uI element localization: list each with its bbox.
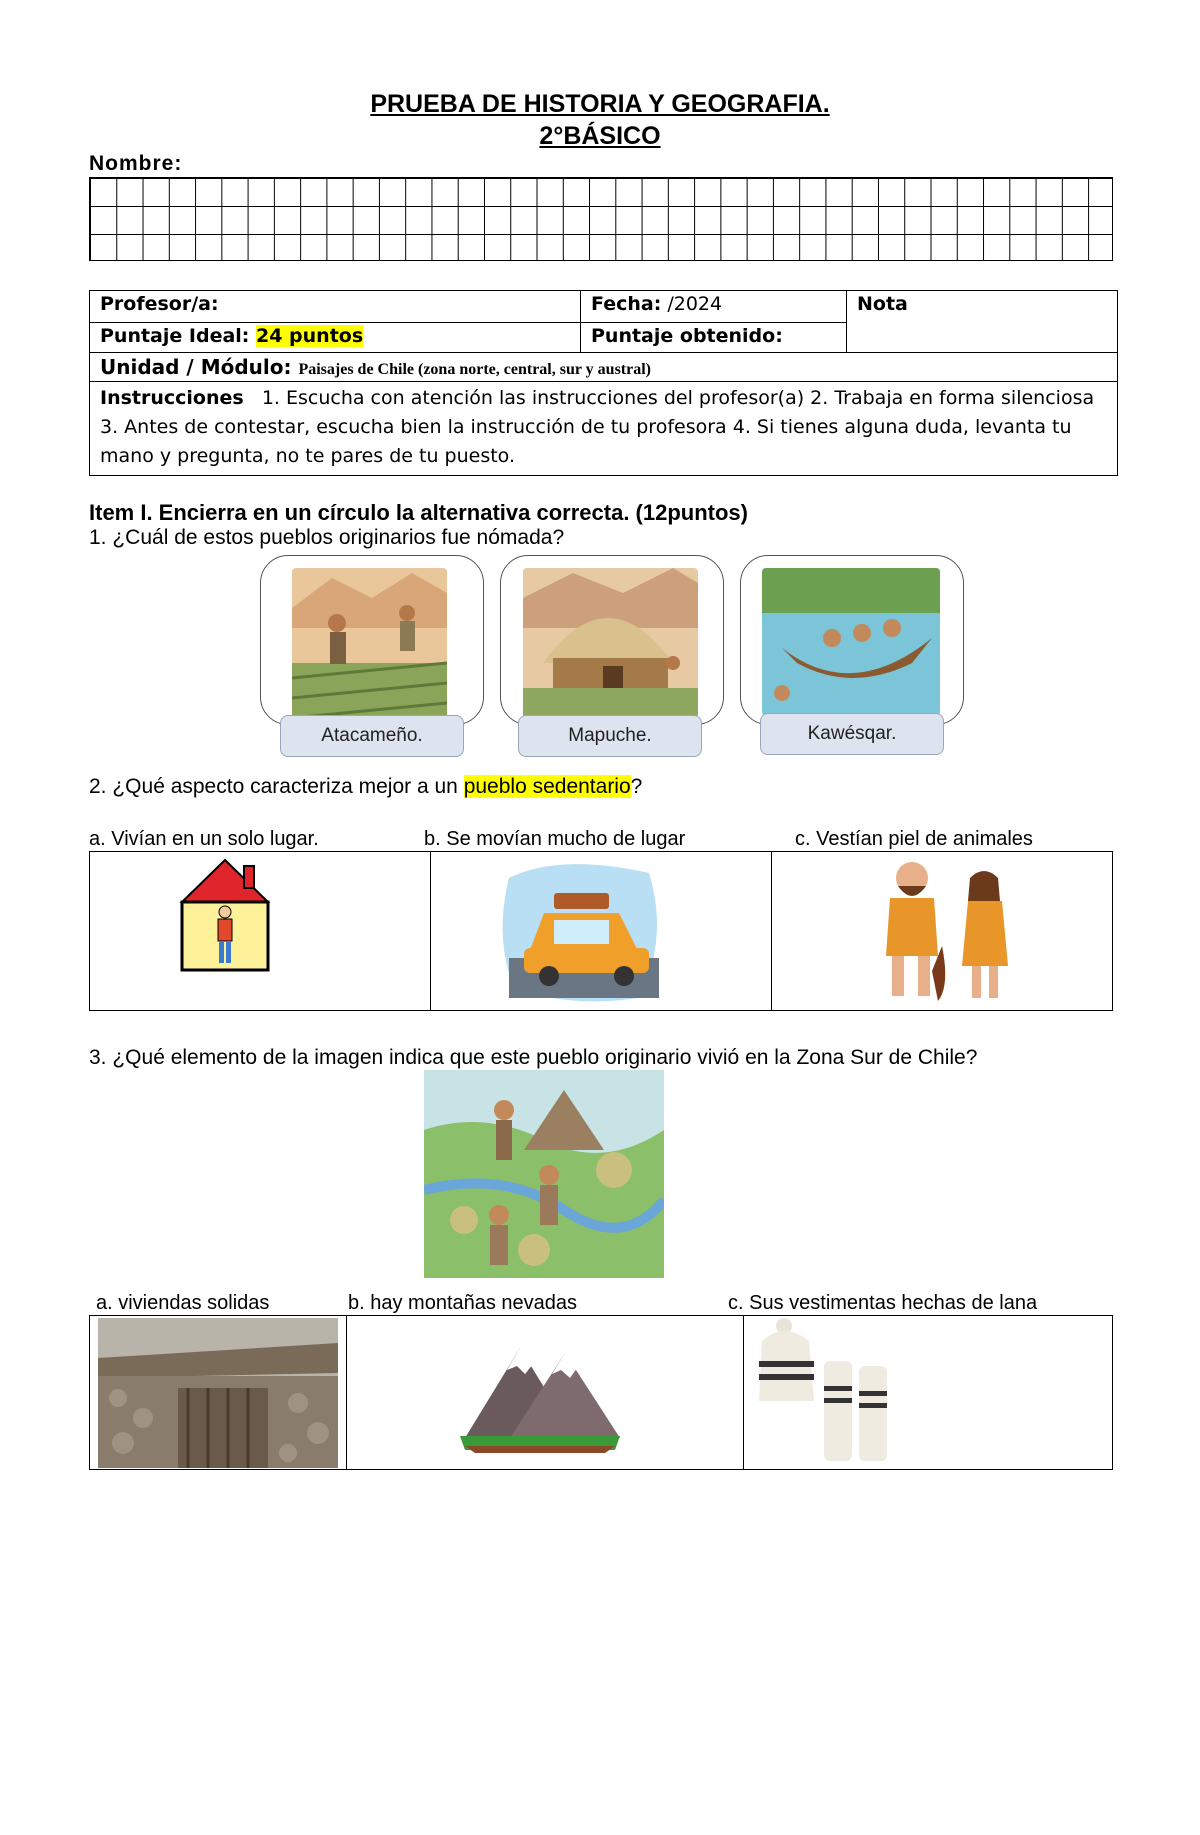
cavemen-icon	[862, 856, 1032, 1006]
q2-options-table	[89, 851, 1113, 1011]
option-label-mapuche[interactable]: Mapuche.	[518, 715, 702, 757]
q2-option-c-label[interactable]: c. Vestían piel de animales	[795, 828, 1033, 850]
name-writing-grid[interactable]	[89, 177, 1113, 261]
puntaje-ideal-value: 24 puntos	[256, 325, 364, 347]
q2-option-a-label[interactable]: a. Vivían en un solo lugar.	[89, 828, 319, 850]
car-travel-icon	[499, 858, 664, 1006]
unidad-value: Paisajes de Chile (zona norte, central, sur y austral)	[298, 361, 651, 378]
option-label-kawesqar[interactable]: Kawésqar.	[760, 713, 944, 755]
q3-option-c-cell[interactable]	[744, 1316, 1113, 1470]
unidad-label: Unidad / Módulo:	[100, 355, 299, 379]
item-title: Item I. Encierra en un círculo la alternativa correcta. (12puntos)	[89, 500, 748, 525]
mapuche-illustration	[523, 568, 698, 718]
house-icon	[178, 856, 272, 976]
q2-option-b-label[interactable]: b. Se movían mucho de lugar	[424, 828, 686, 850]
q2-option-b-cell[interactable]	[431, 852, 772, 1011]
nombre-label: Nombre:	[89, 152, 183, 175]
page-subtitle: 2°BÁSICO	[539, 122, 661, 150]
option-label-atacameno[interactable]: Atacameño.	[280, 715, 464, 757]
fecha-label: Fecha:	[591, 293, 662, 315]
instrucciones-text: 1. Escucha con atención las instrucciones del profesor(a) 2. Trabaja en forma silenciosa 3. Antes de contestar, escucha bien la instrucción de tu profesora 4. Si tienes alguna duda, levanta tu mano y pregunta, no te pares de tu puesto.	[100, 387, 1095, 467]
q3-option-c-label[interactable]: c. Sus vestimentas hechas de lana	[728, 1292, 1038, 1314]
instrucciones-cell	[90, 382, 1118, 476]
unidad-cell	[90, 353, 1118, 382]
q3-option-b-cell[interactable]	[347, 1316, 744, 1470]
q3-option-a-cell[interactable]	[90, 1316, 347, 1470]
profesor-label: Profesor/a:	[100, 293, 219, 315]
q3-option-b-label[interactable]: b. hay montañas nevadas	[348, 1292, 578, 1314]
zona-sur-illustration	[424, 1070, 664, 1278]
kawesqar-illustration	[762, 568, 940, 716]
atacameno-illustration	[292, 568, 447, 718]
q2-option-a-cell[interactable]	[90, 852, 431, 1011]
question-2-end: ?	[630, 775, 643, 798]
question-1: 1. ¿Cuál de estos pueblos originarios fue nómada?	[89, 526, 565, 549]
snowy-mountains-icon	[455, 1338, 625, 1453]
question-2-highlight: pueblo sedentario	[463, 775, 631, 798]
profesor-cell[interactable]	[90, 291, 581, 323]
page-title: PRUEBA DE HISTORIA Y GEOGRAFIA.	[370, 90, 830, 118]
nota-label: Nota	[857, 293, 908, 315]
wool-clothing-icon	[754, 1316, 894, 1471]
q3-options-table	[89, 1315, 1113, 1470]
question-3: 3. ¿Qué elemento de la imagen indica que este pueblo originario vivió en la Zona Sur de Chile?	[89, 1046, 978, 1069]
puntaje-ideal-label: Puntaje Ideal:	[100, 325, 256, 347]
instrucciones-label: Instrucciones	[100, 387, 244, 409]
nota-cell[interactable]	[847, 291, 1118, 353]
question-2	[89, 775, 642, 799]
question-2-text: 2. ¿Qué aspecto caracteriza mejor a un	[89, 775, 464, 798]
q3-option-a-label[interactable]: a. viviendas solidas	[96, 1292, 270, 1314]
puntaje-obtenido-label: Puntaje obtenido:	[591, 325, 783, 347]
fecha-cell[interactable]	[581, 291, 847, 323]
info-table	[89, 290, 1118, 476]
stone-house-icon	[98, 1318, 338, 1468]
q2-option-c-cell[interactable]	[772, 852, 1113, 1011]
puntaje-ideal-cell	[90, 323, 581, 353]
puntaje-obtenido-cell[interactable]	[581, 323, 847, 353]
fecha-value: /2024	[661, 293, 723, 315]
